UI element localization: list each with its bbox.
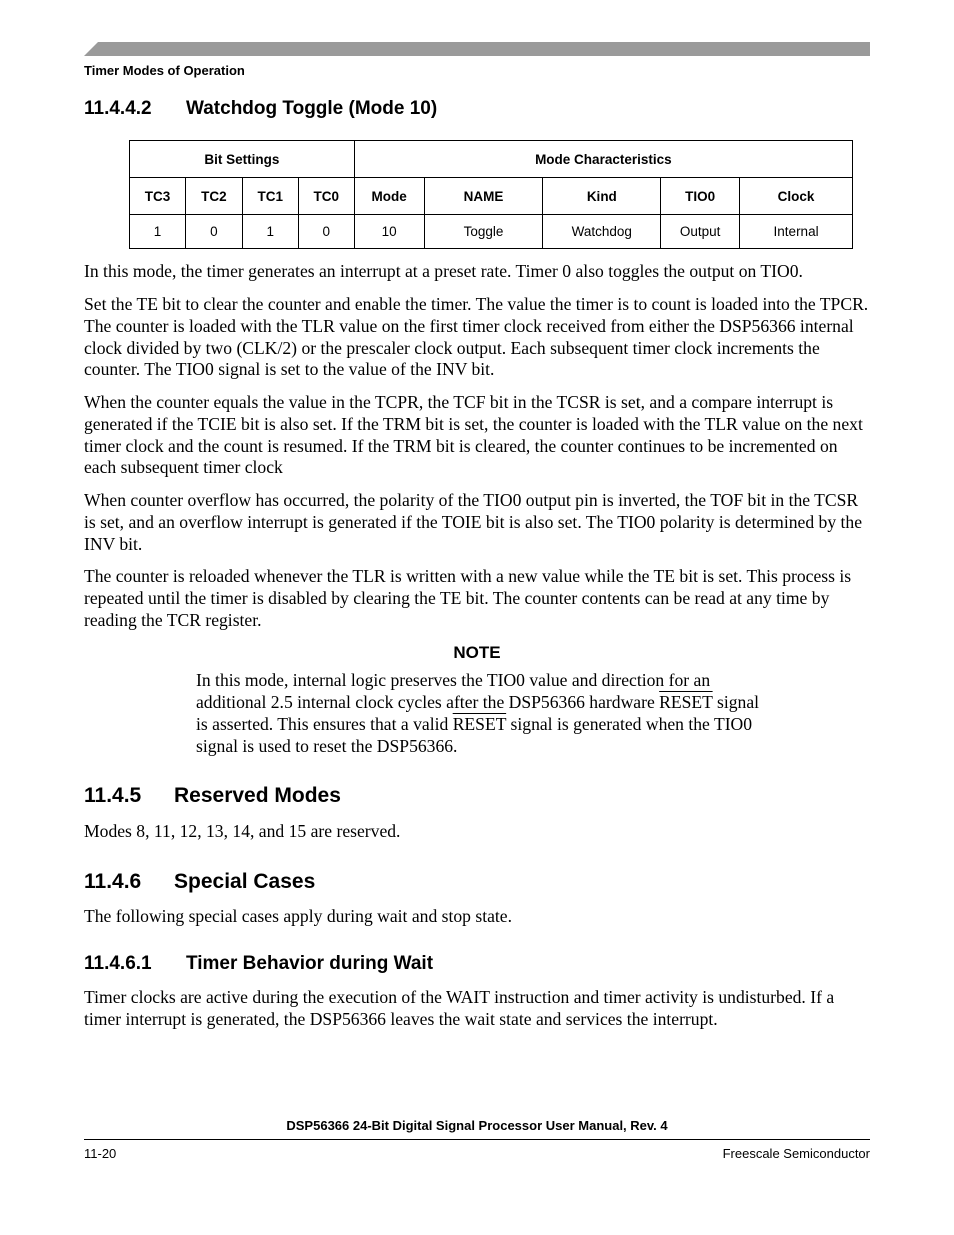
body-paragraph: The following special cases apply during wait and stop state.	[84, 906, 513, 926]
section-heading-11-4-4-2	[84, 98, 437, 120]
body-paragraph: Timer clocks are active during the execution of the WAIT instruction and timer activity is undisturbed. If a timer interrupt is generated, the DSP56366 leaves the wait state and services the interrupt.	[84, 987, 835, 1029]
body-paragraph: In this mode, the timer generates an interrupt at a preset rate. Timer 0 also toggles the output on TIO0.	[84, 261, 803, 281]
note-body	[196, 669, 766, 757]
table-column-header: Clock	[740, 178, 853, 215]
table-column-header: TC3	[130, 178, 186, 215]
table-column-header: TC2	[185, 178, 242, 215]
section-number: 11.4.5	[84, 784, 142, 807]
body-paragraph: The counter is reloaded whenever the TLR is written with a new value while the TE bit is set. This process is repeated until the timer is disabled by clearing the TE bit. The counter contents can be read at any time by reading the TCR register.	[84, 566, 852, 630]
reset-signal: RESET	[452, 714, 507, 734]
note-text: In this mode, internal logic preserves the TIO0 value and direction for an additional 2.5 internal clock cycles after the DSP56366 hardware	[196, 670, 711, 712]
table-cell: 1	[130, 215, 186, 249]
footer-company: Freescale Semiconductor	[722, 1146, 870, 1161]
table-column-header: TC1	[242, 178, 298, 215]
footer-rule	[84, 1139, 870, 1140]
table-column-header: Kind	[543, 178, 661, 215]
section-heading-11-4-6	[84, 870, 315, 894]
body-paragraph: When the counter equals the value in the TCPR, the TCF bit in the TCSR is set, and a compare interrupt is generated if the TCIE bit is also set. If the TRM bit is set, the counter is loaded with the TLR value on the next timer clock and the count is resumed. If the TRM bit is cleared, the counter continues to be incremented on each subsequent timer clock	[84, 392, 863, 478]
section-title: Reserved Modes	[174, 784, 341, 807]
section-title: Special Cases	[174, 870, 316, 893]
table-column-header: TIO0	[661, 178, 740, 215]
table-cell: Output	[661, 215, 740, 249]
table-column-header: TC0	[298, 178, 354, 215]
note-text: signal is generated when the TIO0 signal is used to reset the DSP56366.	[196, 714, 753, 756]
table-cell: Toggle	[424, 215, 543, 249]
table-cell: 0	[185, 215, 242, 249]
section-title: Watchdog Toggle (Mode 10)	[186, 98, 438, 119]
section-heading-11-4-5	[84, 784, 341, 808]
body-paragraph: Set the TE bit to clear the counter and enable the timer. The value the timer is to count is loaded into the TPCR. The counter is loaded with the TLR value on the first timer clock received from either the DSP56366 internal clock divided by two (CLK/2) or the prescaler clock output. Each subsequent timer clock increments the counter. The TIO0 signal is set to the value of the INV bit.	[84, 294, 869, 380]
table-row	[130, 215, 853, 249]
section-number: 11.4.4.2	[84, 98, 152, 119]
table-cell: 1	[242, 215, 298, 249]
note-title: NOTE	[453, 643, 501, 662]
body-paragraph: When counter overflow has occurred, the polarity of the TIO0 output pin is inverted, the TOF bit in the TCSR is set, and an overflow interrupt is generated if the TOIE bit is also set. The TIO0 polarity is determined by the INV bit.	[84, 490, 863, 554]
reset-signal: RESET	[659, 692, 713, 712]
table-cell: 10	[354, 215, 424, 249]
table-group-header: Bit Settings	[130, 141, 355, 178]
note-text: signal is asserted. This ensures that a valid	[196, 692, 760, 734]
table-cell: Watchdog	[543, 215, 661, 249]
section-title: Timer Behavior during Wait	[186, 953, 434, 974]
page-number: 11-20	[84, 1146, 117, 1161]
table-cell: 0	[298, 215, 354, 249]
running-head: Timer Modes of Operation	[84, 63, 245, 78]
section-heading-11-4-6-1	[84, 953, 433, 975]
section-number: 11.4.6.1	[84, 953, 152, 974]
table-group-header: Mode Characteristics	[354, 141, 852, 178]
table-column-header: Mode	[354, 178, 424, 215]
table-column-header: NAME	[424, 178, 543, 215]
body-paragraph: Modes 8, 11, 12, 13, 14, and 15 are reserved.	[84, 821, 401, 841]
table-cell: Internal	[740, 215, 853, 249]
mode-table	[129, 140, 853, 249]
header-bar	[84, 42, 870, 56]
section-number: 11.4.6	[84, 870, 142, 893]
footer-title: DSP56366 24-Bit Digital Signal Processor User Manual, Rev. 4	[286, 1118, 668, 1133]
